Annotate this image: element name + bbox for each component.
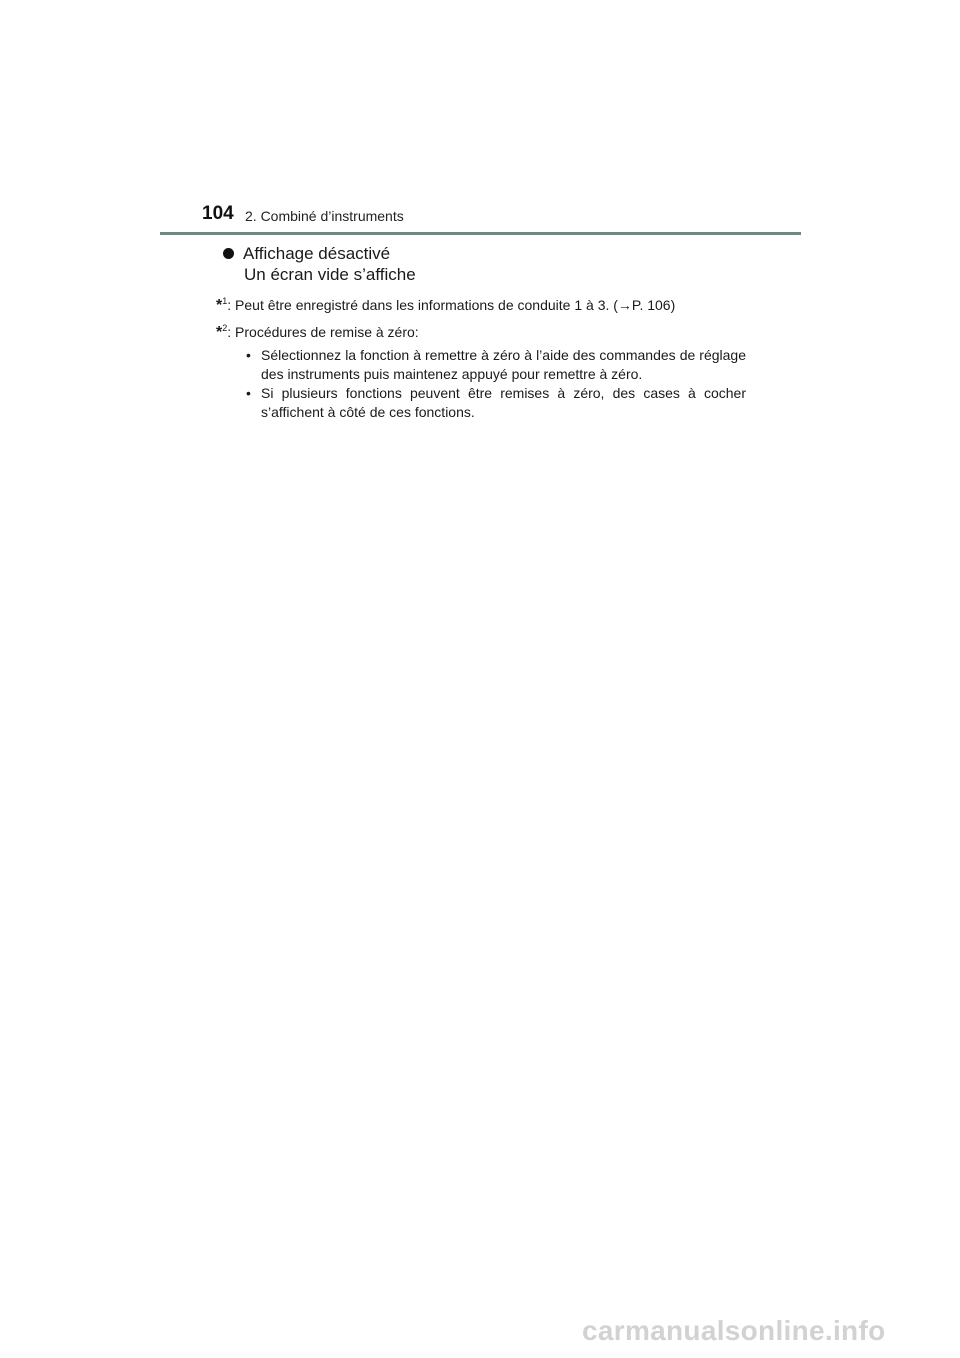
list-item-text: Si plusieurs fonctions peuvent être remises à zéro, des cases à cocher s’affichent à côté de ces fonctions. [261, 385, 746, 420]
bullet-description: Un écran vide s’affiche [244, 265, 416, 284]
bullet-dot-icon [223, 248, 234, 259]
footnote-marker: * [216, 297, 223, 314]
chapter-title: 2. Combiné d’instruments [245, 208, 404, 224]
arrow-right-icon: → [617, 297, 632, 313]
watermark-logo: carmanualsonline.info [582, 1315, 886, 1346]
footnote-text: : Procédures de remise à zéro: [227, 324, 419, 340]
footnote-number: 1 [222, 296, 228, 306]
bullet-title: Affichage désactivé [243, 244, 391, 263]
header-divider [160, 232, 801, 235]
list-item [246, 384, 746, 422]
reset-procedure-list [246, 346, 746, 422]
list-item [246, 346, 746, 384]
list-item-text: Sélectionnez la fonction à remettre à zéro à l’aide des commandes de réglage des instruments puis maintenez appuyé pour remettre à zéro. [261, 347, 746, 382]
list-bullet-icon: • [246, 385, 251, 401]
footnote-marker: * [216, 324, 223, 341]
list-bullet-icon: • [246, 347, 251, 363]
page-reference-link[interactable]: P. 106) [631, 297, 676, 313]
page-number: 104 [202, 203, 234, 224]
footnote-1 [216, 292, 675, 315]
footnote-2 [216, 319, 419, 342]
bullet-item [223, 243, 390, 265]
footnote-text: : Peut être enregistré dans les informations de conduite 1 à 3. ( [227, 297, 618, 313]
footnote-number: 2 [222, 323, 228, 333]
